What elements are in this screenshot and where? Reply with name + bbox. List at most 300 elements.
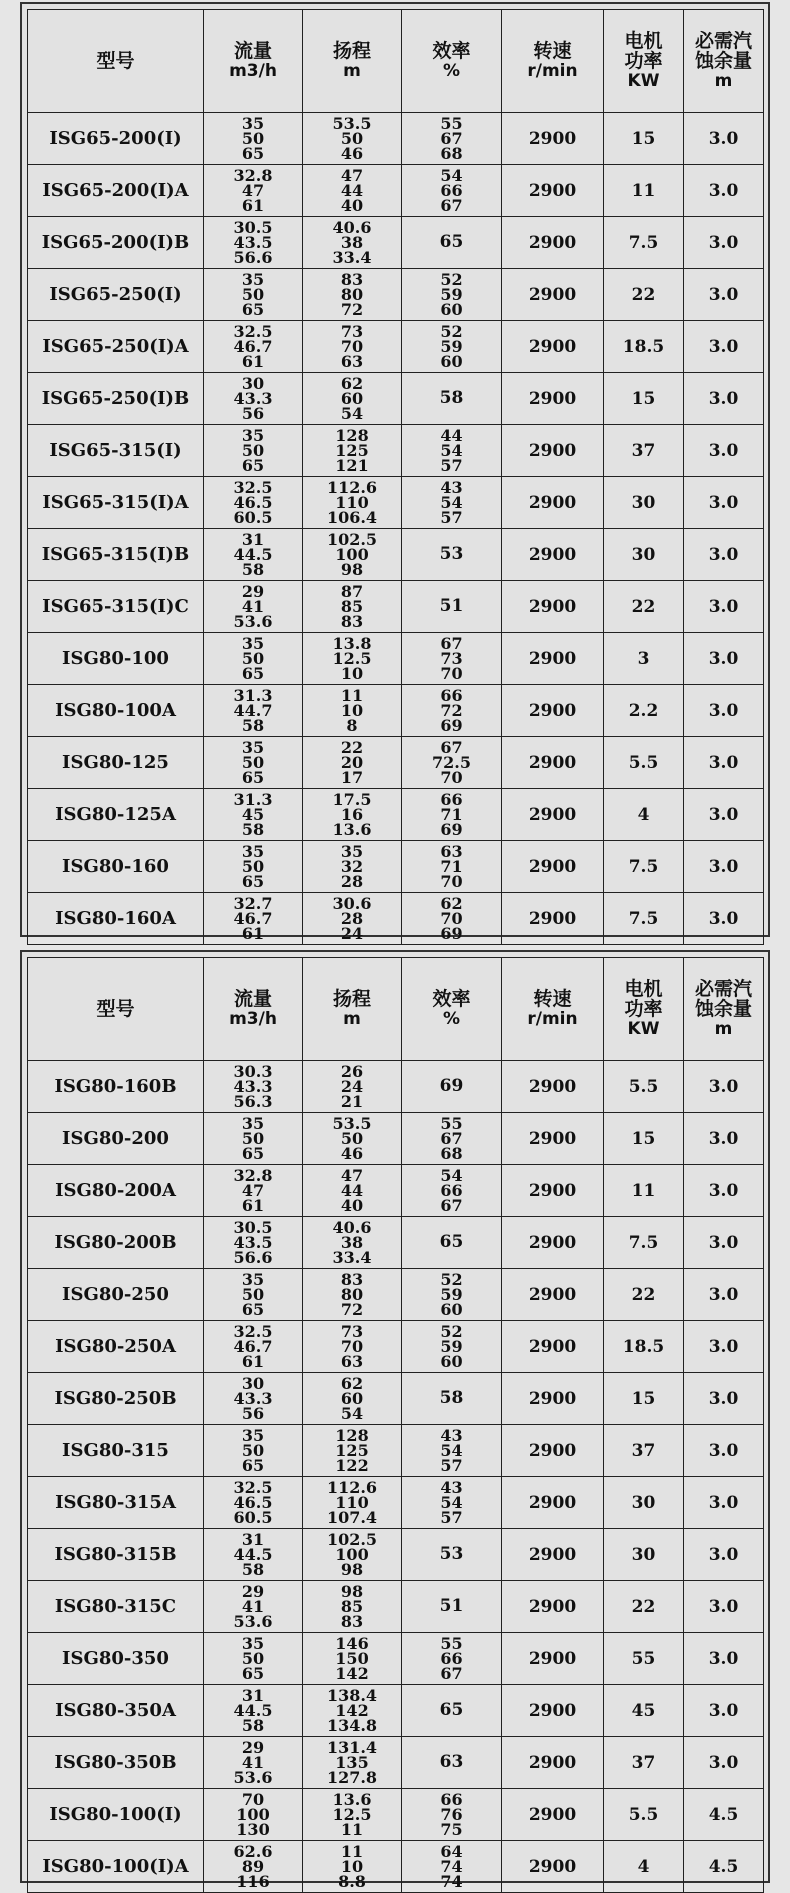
cell-head-value: 112.6: [326, 1478, 378, 1497]
cell-efficiency-value: 57: [440, 1456, 463, 1475]
cell-efficiency-value: 67: [440, 738, 463, 757]
table-row: [28, 685, 764, 737]
cell-power: 4: [604, 789, 684, 841]
cell-flow-value: 50: [241, 649, 265, 668]
cell-npsh: 3.0: [684, 633, 764, 685]
cell-flow-value: 65: [241, 1456, 265, 1475]
cell-head: [303, 1737, 402, 1789]
table-row: [28, 1165, 764, 1217]
cell-flow-value: 65: [241, 872, 265, 891]
col-efficiency-header: 效率 %: [402, 958, 502, 1061]
cell-flow-value: 61: [241, 1352, 265, 1371]
table-row: [28, 1685, 764, 1737]
pump-table-panel-1: [20, 2, 770, 943]
cell-model: ISG80-100A: [28, 685, 204, 737]
cell-npsh: 3.0: [684, 269, 764, 321]
cell-flow-value: 130: [236, 1820, 270, 1839]
cell-npsh: 3.0: [684, 165, 764, 217]
cell-efficiency: [402, 477, 502, 529]
cell-head-value: 11: [340, 686, 364, 705]
cell-efficiency-value: 69: [440, 716, 463, 735]
cell-efficiency-value: 57: [440, 508, 463, 527]
cell-head-value: 47: [340, 166, 364, 185]
cell-flow-value: 41: [241, 1753, 265, 1772]
cell-head-value: 24: [340, 1077, 364, 1096]
cell-efficiency-value: 60: [440, 1352, 463, 1371]
cell-head-value: 32: [340, 857, 364, 876]
cell-head-value: 63: [340, 1352, 364, 1371]
cell-head-value: 83: [340, 612, 364, 631]
cell-efficiency-value: 71: [440, 805, 463, 824]
cell-head-value: 40.6: [332, 1218, 372, 1237]
cell-flow-value: 65: [241, 144, 265, 163]
cell-efficiency-value: 62: [440, 894, 463, 913]
cell-efficiency: [402, 1061, 502, 1113]
cell-efficiency-value: 69: [439, 1076, 464, 1096]
cell-efficiency-value: 43: [440, 478, 463, 497]
cell-efficiency: [402, 1633, 502, 1685]
cell-head-value: 17: [340, 768, 364, 787]
pump-spec-table: [27, 9, 764, 945]
cell-efficiency-value: 58: [439, 1388, 464, 1408]
cell-power: 55: [604, 1633, 684, 1685]
cell-npsh: 3.0: [684, 1633, 764, 1685]
cell-npsh: 3.0: [684, 529, 764, 581]
cell-head-value: 73: [340, 322, 364, 341]
cell-flow: [204, 529, 303, 581]
cell-flow-value: 47: [241, 1181, 265, 1200]
cell-flow-value: 32.5: [233, 1478, 273, 1497]
cell-npsh: 3.0: [684, 1737, 764, 1789]
cell-efficiency-value: 53: [439, 1544, 464, 1564]
cell-head: [303, 425, 402, 477]
cell-efficiency-value: 70: [440, 872, 463, 891]
header-row: [28, 10, 764, 113]
cell-efficiency-value: 51: [439, 596, 464, 616]
cell-head: [303, 1789, 402, 1841]
cell-efficiency-value: 75: [440, 1820, 463, 1839]
table-row: [28, 113, 764, 165]
cell-efficiency: [402, 1529, 502, 1581]
cell-efficiency-value: 66: [440, 1649, 463, 1668]
cell-speed: 2900: [502, 1789, 604, 1841]
cell-power: 3: [604, 633, 684, 685]
cell-efficiency-value: 74: [440, 1857, 463, 1876]
cell-efficiency-value: 54: [440, 166, 463, 185]
cell-head-value: 13.6: [332, 1790, 372, 1809]
cell-flow-value: 30: [241, 1374, 265, 1393]
cell-power: 5.5: [604, 1061, 684, 1113]
cell-speed: 2900: [502, 1113, 604, 1165]
cell-head-value: 128: [335, 426, 369, 445]
cell-head-value: 98: [340, 1560, 364, 1579]
cell-power: 30: [604, 1477, 684, 1529]
cell-model: ISG65-315(I): [28, 425, 204, 477]
cell-npsh: 3.0: [684, 1217, 764, 1269]
cell-head-value: 40.6: [332, 218, 372, 237]
cell-head-value: 98: [340, 560, 364, 579]
cell-flow: [204, 1321, 303, 1373]
cell-power: 22: [604, 581, 684, 633]
cell-speed: 2900: [502, 581, 604, 633]
cell-efficiency-value: 69: [440, 924, 463, 943]
cell-flow-value: 56.6: [233, 248, 273, 267]
cell-efficiency-value: 73: [440, 649, 463, 668]
cell-flow-value: 65: [241, 1300, 265, 1319]
cell-head-value: 131.4: [326, 1738, 378, 1757]
cell-npsh: 3.0: [684, 113, 764, 165]
table-row: [28, 841, 764, 893]
col-power-header: 电机 功率 KW: [604, 10, 684, 113]
cell-efficiency: [402, 685, 502, 737]
cell-head-value: 16: [340, 805, 364, 824]
cell-head-value: 60: [340, 1389, 364, 1408]
cell-head-value: 47: [340, 1166, 364, 1185]
cell-flow: [204, 1113, 303, 1165]
cell-efficiency-value: 66: [440, 1790, 463, 1809]
cell-efficiency-value: 57: [440, 1508, 463, 1527]
cell-head-value: 63: [340, 352, 364, 371]
cell-flow-value: 50: [241, 1285, 265, 1304]
cell-head: [303, 1581, 402, 1633]
cell-efficiency-value: 55: [440, 1634, 463, 1653]
table-row: [28, 1269, 764, 1321]
cell-head: [303, 685, 402, 737]
cell-head: [303, 477, 402, 529]
cell-head: [303, 1321, 402, 1373]
cell-speed: 2900: [502, 217, 604, 269]
cell-model: ISG80-200A: [28, 1165, 204, 1217]
table-row: [28, 217, 764, 269]
cell-head: [303, 321, 402, 373]
cell-power: 15: [604, 1113, 684, 1165]
table-row: [28, 321, 764, 373]
cell-flow-value: 58: [241, 560, 265, 579]
cell-head-value: 134.8: [326, 1716, 378, 1735]
cell-flow-value: 32.5: [233, 322, 273, 341]
cell-head-value: 13.8: [332, 634, 372, 653]
cell-npsh: 3.0: [684, 1113, 764, 1165]
cell-npsh: 3.0: [684, 893, 764, 945]
table-row: [28, 1217, 764, 1269]
cell-head: [303, 1113, 402, 1165]
cell-npsh: 4.5: [684, 1789, 764, 1841]
cell-speed: 2900: [502, 373, 604, 425]
cell-efficiency-value: 60: [440, 300, 463, 319]
table-row: [28, 633, 764, 685]
cell-speed: 2900: [502, 1321, 604, 1373]
cell-model: ISG65-315(I)B: [28, 529, 204, 581]
col-model-header: 型号: [28, 10, 204, 113]
cell-model: ISG80-100: [28, 633, 204, 685]
cell-efficiency-value: 67: [440, 1129, 463, 1148]
cell-flow: [204, 1217, 303, 1269]
cell-model: ISG80-160: [28, 841, 204, 893]
cell-flow-value: 43.5: [233, 233, 273, 252]
cell-efficiency-value: 43: [440, 1426, 463, 1445]
cell-efficiency-value: 59: [440, 1337, 463, 1356]
cell-model: ISG80-160A: [28, 893, 204, 945]
cell-power: 11: [604, 165, 684, 217]
cell-head-value: 142: [335, 1664, 369, 1683]
table-row: [28, 1425, 764, 1477]
cell-power: 7.5: [604, 217, 684, 269]
table-row: [28, 1633, 764, 1685]
cell-model: ISG80-250: [28, 1269, 204, 1321]
cell-flow-value: 50: [241, 1441, 265, 1460]
cell-head: [303, 1685, 402, 1737]
cell-flow: [204, 321, 303, 373]
cell-npsh: 3.0: [684, 1685, 764, 1737]
cell-flow-value: 50: [241, 857, 265, 876]
cell-flow-value: 89: [241, 1857, 265, 1876]
header-row: [28, 958, 764, 1061]
cell-speed: 2900: [502, 1841, 604, 1893]
cell-flow-value: 43.3: [233, 1077, 273, 1096]
col-speed-header: 转速 r/min: [502, 958, 604, 1061]
cell-head-value: 72: [340, 1300, 364, 1319]
pump-spec-table: [27, 957, 764, 1893]
cell-flow: [204, 113, 303, 165]
cell-efficiency-value: 66: [440, 790, 463, 809]
cell-head: [303, 633, 402, 685]
cell-head-value: 33.4: [332, 248, 372, 267]
cell-efficiency-value: 54: [440, 441, 463, 460]
cell-head-value: 44: [340, 181, 364, 200]
cell-head: [303, 1477, 402, 1529]
cell-speed: 2900: [502, 1633, 604, 1685]
cell-efficiency: [402, 1737, 502, 1789]
cell-npsh: 3.0: [684, 477, 764, 529]
cell-efficiency-value: 67: [440, 196, 463, 215]
cell-head: [303, 1425, 402, 1477]
cell-head: [303, 581, 402, 633]
cell-flow-value: 29: [241, 1738, 265, 1757]
cell-head-value: 150: [335, 1649, 369, 1668]
cell-flow-value: 29: [241, 582, 265, 601]
cell-speed: 2900: [502, 1269, 604, 1321]
cell-flow: [204, 1737, 303, 1789]
cell-efficiency: [402, 1113, 502, 1165]
cell-flow-value: 35: [241, 1114, 265, 1133]
cell-head-value: 12.5: [332, 1805, 372, 1824]
cell-head-value: 100: [335, 1545, 369, 1564]
table-row: [28, 737, 764, 789]
cell-head-value: 83: [340, 1270, 364, 1289]
cell-model: ISG65-250(I): [28, 269, 204, 321]
cell-speed: 2900: [502, 1685, 604, 1737]
cell-flow-value: 58: [241, 716, 265, 735]
cell-head-value: 50: [340, 129, 364, 148]
cell-efficiency: [402, 1789, 502, 1841]
table-row: [28, 1061, 764, 1113]
cell-flow-value: 41: [241, 597, 265, 616]
cell-head-value: 142: [335, 1701, 369, 1720]
cell-head-value: 62: [340, 1374, 364, 1393]
cell-efficiency: [402, 425, 502, 477]
cell-efficiency-value: 51: [439, 1596, 464, 1616]
cell-head-value: 33.4: [332, 1248, 372, 1267]
cell-head: [303, 1217, 402, 1269]
cell-efficiency: [402, 529, 502, 581]
cell-flow-value: 32.5: [233, 478, 273, 497]
cell-efficiency: [402, 789, 502, 841]
cell-flow-value: 56: [241, 1404, 265, 1423]
cell-flow-value: 46.5: [233, 493, 273, 512]
cell-efficiency-value: 72: [440, 701, 463, 720]
cell-power: 30: [604, 477, 684, 529]
cell-head-value: 87: [340, 582, 364, 601]
cell-power: 30: [604, 1529, 684, 1581]
cell-power: 22: [604, 1581, 684, 1633]
table-row: [28, 269, 764, 321]
cell-model: ISG80-315B: [28, 1529, 204, 1581]
cell-head-value: 106.4: [326, 508, 378, 527]
cell-speed: 2900: [502, 1529, 604, 1581]
cell-efficiency-value: 66: [440, 181, 463, 200]
cell-npsh: 3.0: [684, 1581, 764, 1633]
cell-flow: [204, 1529, 303, 1581]
cell-flow-value: 32.5: [233, 1322, 273, 1341]
cell-flow-value: 56.6: [233, 1248, 273, 1267]
cell-head-value: 46: [340, 1144, 364, 1163]
cell-head-value: 80: [340, 1285, 364, 1304]
col-npsh-header: 必需汽 蚀余量 m: [684, 10, 764, 113]
cell-efficiency-value: 59: [440, 1285, 463, 1304]
col-speed-header: 转速 r/min: [502, 10, 604, 113]
cell-speed: 2900: [502, 1425, 604, 1477]
cell-head-value: 107.4: [326, 1508, 378, 1527]
cell-efficiency-value: 52: [440, 322, 463, 341]
cell-flow-value: 47: [241, 181, 265, 200]
cell-speed: 2900: [502, 893, 604, 945]
cell-efficiency-value: 67: [440, 1196, 463, 1215]
table-row: [28, 529, 764, 581]
cell-model: ISG80-315A: [28, 1477, 204, 1529]
table-row: [28, 425, 764, 477]
cell-flow: [204, 269, 303, 321]
cell-npsh: 3.0: [684, 1165, 764, 1217]
cell-efficiency-value: 66: [440, 1181, 463, 1200]
cell-model: ISG80-250A: [28, 1321, 204, 1373]
cell-head-value: 13.6: [332, 820, 372, 839]
cell-speed: 2900: [502, 1061, 604, 1113]
cell-efficiency-value: 58: [439, 388, 464, 408]
cell-flow-value: 44.5: [233, 545, 273, 564]
cell-model: ISG80-200B: [28, 1217, 204, 1269]
cell-efficiency-value: 66: [440, 686, 463, 705]
cell-efficiency: [402, 1269, 502, 1321]
cell-npsh: 3.0: [684, 789, 764, 841]
cell-npsh: 3.0: [684, 1321, 764, 1373]
cell-efficiency-value: 64: [440, 1842, 463, 1861]
cell-head-value: 102.5: [326, 1530, 378, 1549]
cell-npsh: 3.0: [684, 321, 764, 373]
cell-head-value: 53.5: [332, 114, 372, 133]
cell-power: 30: [604, 529, 684, 581]
cell-head-value: 11: [340, 1842, 364, 1861]
cell-flow-value: 60.5: [233, 1508, 273, 1527]
cell-model: ISG65-250(I)B: [28, 373, 204, 425]
cell-flow-value: 61: [241, 196, 265, 215]
cell-model: ISG80-250B: [28, 1373, 204, 1425]
cell-head: [303, 269, 402, 321]
cell-flow-value: 62.6: [233, 1842, 273, 1861]
table-row: [28, 1581, 764, 1633]
cell-head: [303, 1061, 402, 1113]
cell-efficiency-value: 60: [440, 1300, 463, 1319]
cell-efficiency-value: 54: [440, 1441, 463, 1460]
cell-flow-value: 31: [241, 530, 265, 549]
cell-speed: 2900: [502, 165, 604, 217]
cell-flow-value: 50: [241, 1129, 265, 1148]
cell-efficiency-value: 65: [439, 232, 464, 252]
cell-flow-value: 35: [241, 738, 265, 757]
cell-flow: [204, 893, 303, 945]
cell-flow-value: 35: [241, 1426, 265, 1445]
table-row: [28, 477, 764, 529]
cell-flow-value: 35: [241, 634, 265, 653]
cell-flow-value: 35: [241, 842, 265, 861]
cell-model: ISG80-350: [28, 1633, 204, 1685]
cell-head-value: 83: [340, 270, 364, 289]
cell-flow-value: 29: [241, 1582, 265, 1601]
cell-efficiency: [402, 1373, 502, 1425]
cell-flow: [204, 1373, 303, 1425]
cell-head-value: 127.8: [326, 1768, 378, 1787]
cell-head-value: 112.6: [326, 478, 378, 497]
cell-head-value: 70: [340, 1337, 364, 1356]
cell-npsh: 3.0: [684, 581, 764, 633]
cell-flow-value: 35: [241, 426, 265, 445]
cell-speed: 2900: [502, 1217, 604, 1269]
cell-efficiency-value: 70: [440, 768, 463, 787]
cell-efficiency-value: 55: [440, 1114, 463, 1133]
cell-head-value: 38: [340, 233, 364, 252]
cell-efficiency: [402, 1477, 502, 1529]
cell-efficiency: [402, 1685, 502, 1737]
cell-flow-value: 53.6: [233, 612, 273, 631]
cell-head-value: 28: [340, 909, 364, 928]
cell-head-value: 73: [340, 1322, 364, 1341]
cell-npsh: 3.0: [684, 1477, 764, 1529]
cell-model: ISG80-125: [28, 737, 204, 789]
cell-head-value: 10: [340, 664, 364, 683]
cell-head: [303, 373, 402, 425]
cell-flow-value: 31: [241, 1686, 265, 1705]
cell-head-value: 11: [340, 1820, 364, 1839]
cell-head-value: 44: [340, 1181, 364, 1200]
cell-flow: [204, 477, 303, 529]
cell-flow-value: 30: [241, 374, 265, 393]
cell-head-value: 40: [340, 1196, 364, 1215]
cell-efficiency: [402, 165, 502, 217]
cell-head-value: 70: [340, 337, 364, 356]
cell-efficiency: [402, 1581, 502, 1633]
cell-speed: 2900: [502, 633, 604, 685]
cell-flow: [204, 165, 303, 217]
cell-head-value: 10: [340, 701, 364, 720]
cell-head: [303, 789, 402, 841]
cell-efficiency: [402, 373, 502, 425]
cell-efficiency: [402, 1425, 502, 1477]
cell-flow-value: 116: [236, 1872, 270, 1891]
cell-npsh: 3.0: [684, 1425, 764, 1477]
cell-efficiency-value: 65: [439, 1700, 464, 1720]
cell-efficiency-value: 52: [440, 1270, 463, 1289]
cell-efficiency: [402, 1321, 502, 1373]
cell-flow: [204, 633, 303, 685]
